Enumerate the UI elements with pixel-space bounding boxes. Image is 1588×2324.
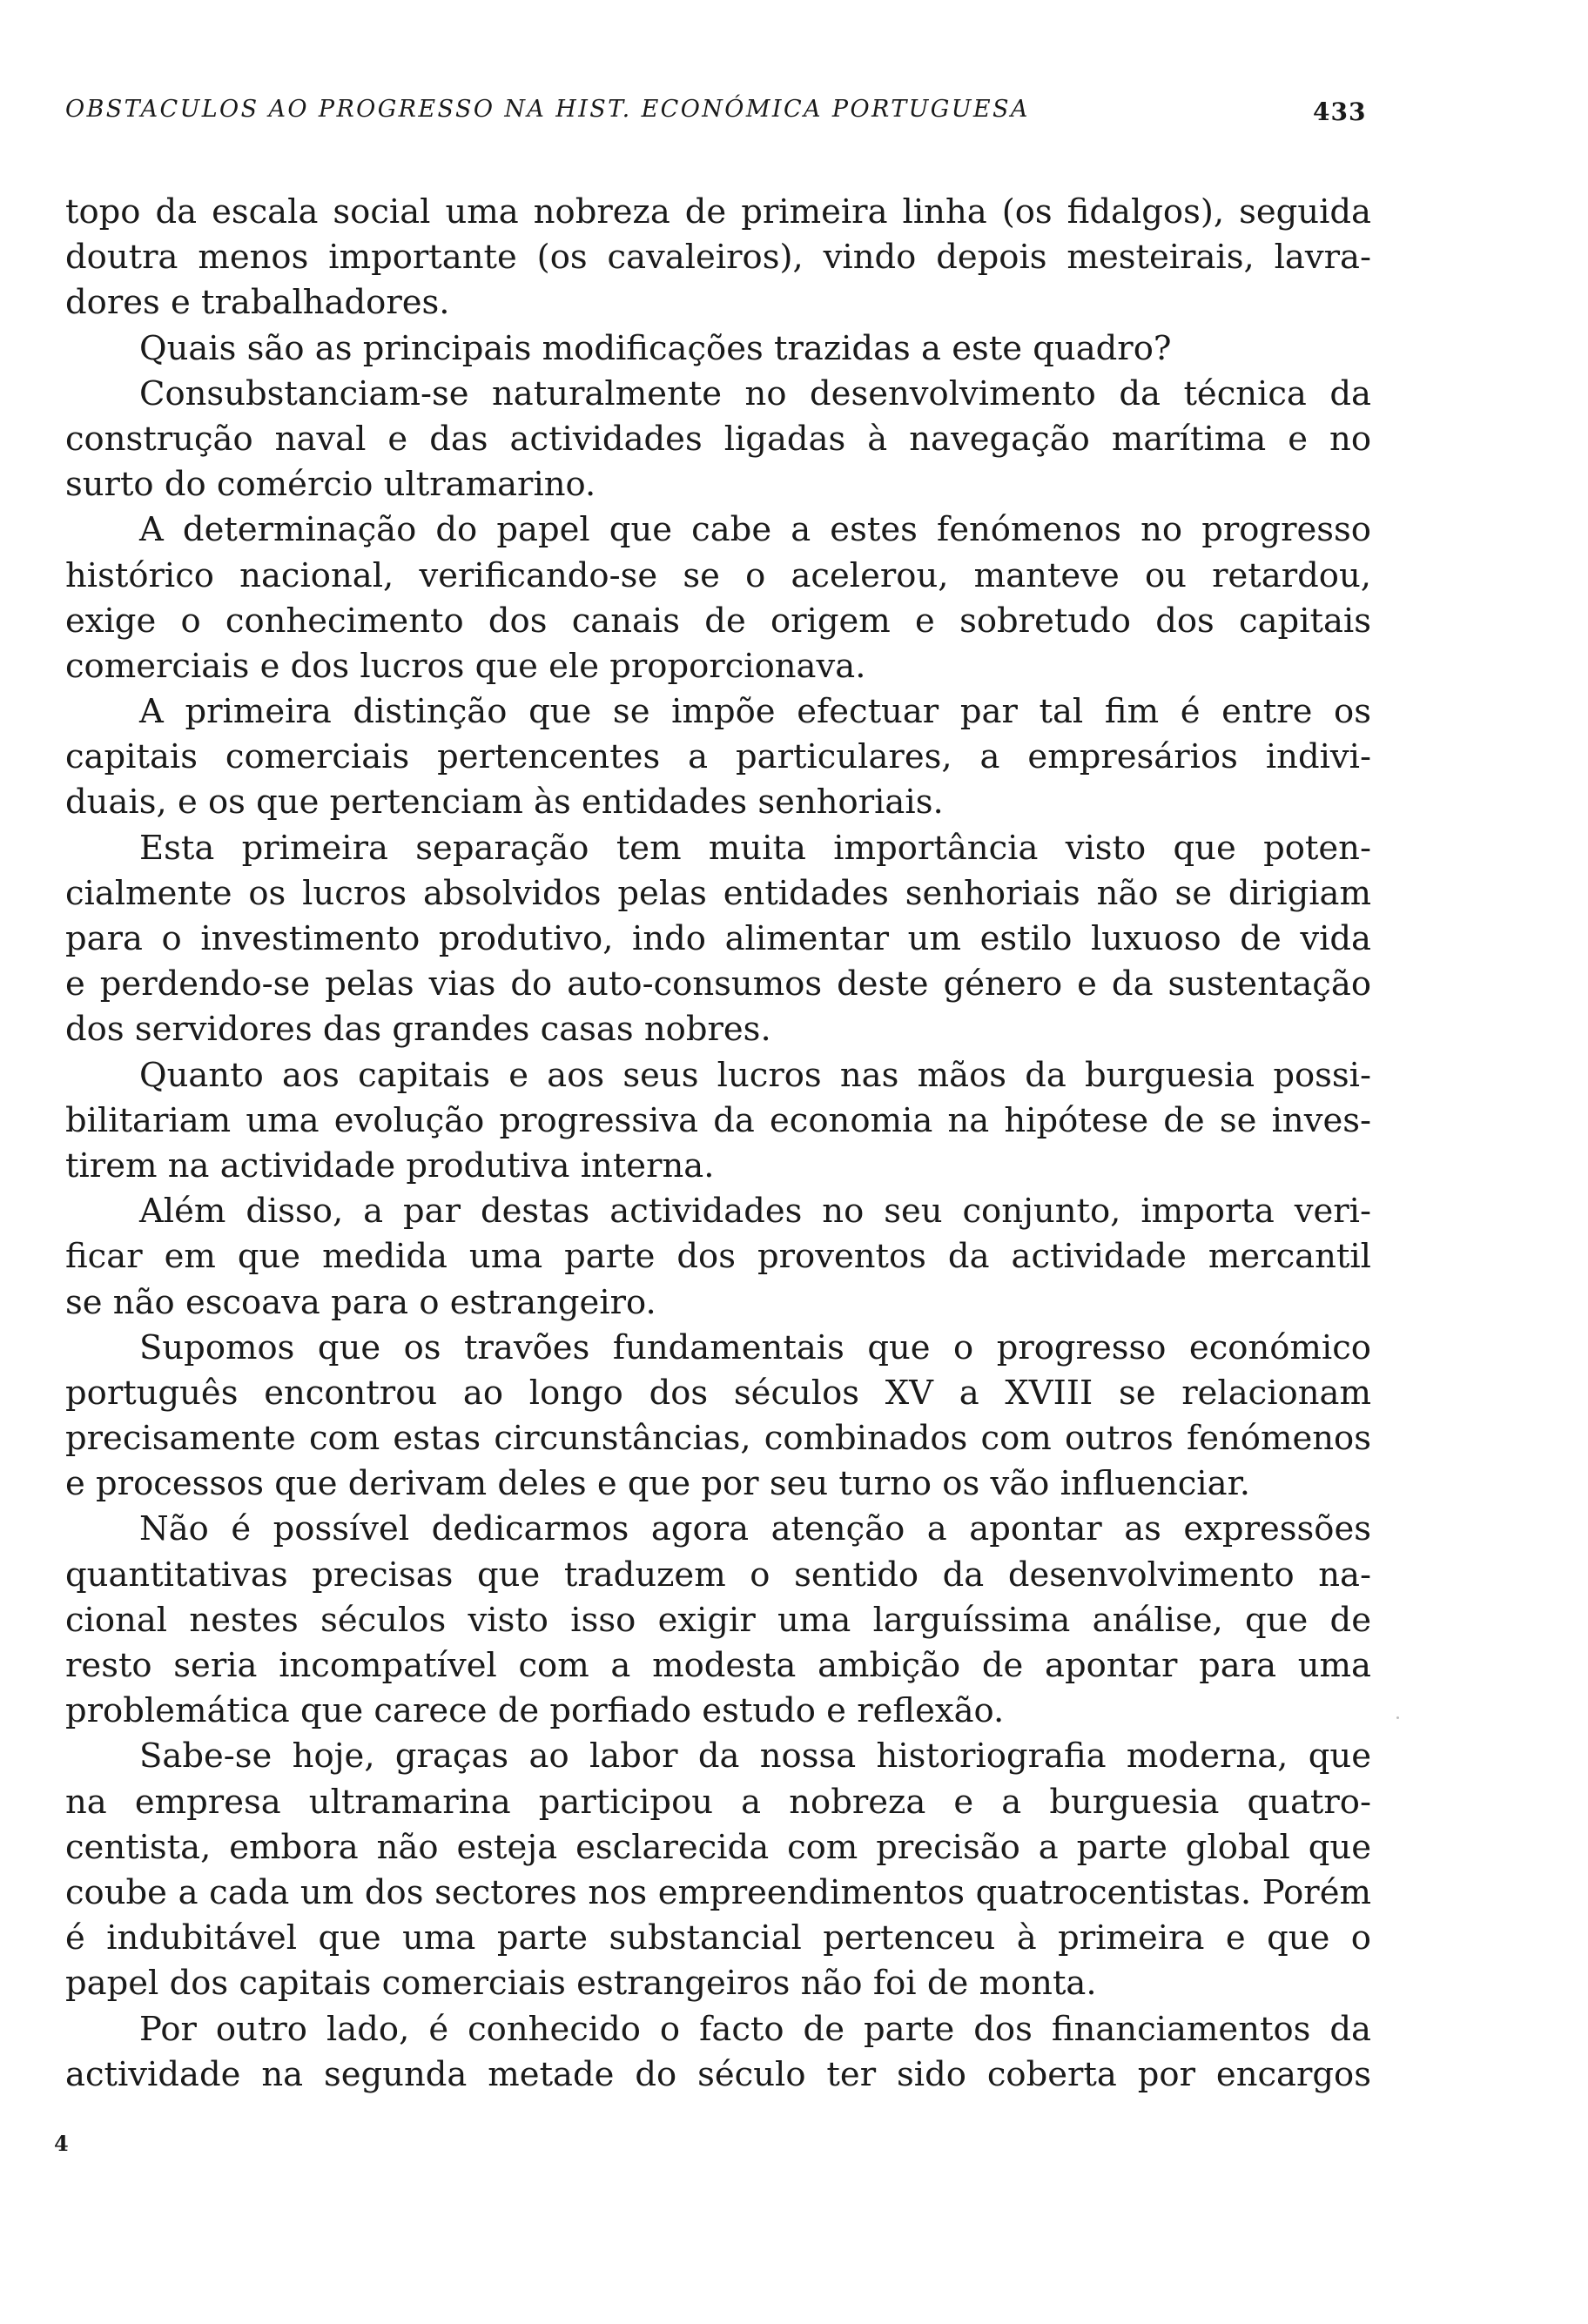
text-line: histórico nacional, verificando-se se o acelerou, manteve ou retardou, bbox=[65, 555, 1371, 595]
text-line: Quais são as principais modificações trazidas a este quadro? bbox=[139, 328, 1172, 368]
text-line: português encontrou ao longo dos séculos XV a XVIII se relacionam bbox=[65, 1373, 1371, 1413]
text-line: A primeira distinção que se impõe efectuar par tal fim é entre os bbox=[139, 692, 1371, 732]
text-line: A determinação do papel que cabe a estes fenómenos no progresso bbox=[139, 510, 1371, 550]
text-line: Além disso, a par destas actividades no seu conjunto, importa veri- bbox=[139, 1192, 1371, 1232]
text-line: quantitativas precisas que traduzem o sentido da desenvolvimento na- bbox=[65, 1555, 1371, 1595]
text-line: coube a cada um dos sectores nos empreendimentos quatrocentistas. Porém bbox=[65, 1872, 1371, 1912]
text-line: papel dos capitais comerciais estrangeiros não foi de monta. bbox=[65, 1964, 1097, 2004]
body-text bbox=[65, 190, 1371, 2098]
text-line: ficar em que medida uma parte dos proventos da actividade mercantil bbox=[65, 1237, 1371, 1277]
text-line: e perdendo-se pelas vias do auto-consumos deste género e da sustentação bbox=[65, 964, 1371, 1004]
text-line: resto seria incompatível com a modesta ambição de apontar para uma bbox=[65, 1646, 1371, 1685]
running-title: OBSTACULOS AO PROGRESSO NA HIST. ECONÓMICA PORTUGUESA bbox=[65, 96, 1030, 123]
text-line: na empresa ultramarina participou a nobreza e a burguesia quatro- bbox=[65, 1782, 1371, 1822]
text-line: tirem na actividade produtiva interna. bbox=[65, 1145, 715, 1186]
text-line: Sabe-se hoje, graças ao labor da nossa historiografia moderna, que bbox=[139, 1736, 1371, 1777]
text-line: para o investimento produtivo, indo alimentar um estilo luxuoso de vida bbox=[65, 919, 1371, 958]
text-line: exige o conhecimento dos canais de origem e sobretudo dos capitais bbox=[65, 601, 1371, 641]
text-line: construção naval e das actividades ligadas à navegação marítima e no bbox=[65, 419, 1371, 459]
text-line: dos servidores das grandes casas nobres. bbox=[65, 1010, 771, 1050]
page-number: 433 bbox=[1313, 97, 1367, 126]
text-line: doutra menos importante (os cavaleiros), vindo depois mesteirais, lavra- bbox=[65, 238, 1371, 278]
text-line: capitais comerciais pertencentes a particulares, a empresários indivi- bbox=[65, 737, 1371, 777]
text-line: Por outro lado, é conhecido o facto de parte dos financiamentos da bbox=[139, 2009, 1371, 2049]
text-line: se não escoava para o estrangeiro. bbox=[65, 1282, 656, 1322]
text-line: precisamente com estas circunstâncias, combinados com outros fenómenos bbox=[65, 1419, 1371, 1459]
text-line: topo da escala social uma nobreza de primeira linha (os fidalgos), seguida bbox=[65, 192, 1371, 232]
text-line: e processos que derivam deles e que por seu turno os vão influenciar. bbox=[65, 1464, 1250, 1504]
signature-mark: 4 bbox=[54, 2131, 69, 2156]
text-line: surto do comércio ultramarino. bbox=[65, 465, 596, 505]
text-line: comerciais e dos lucros que ele proporcionava. bbox=[65, 646, 866, 686]
text-line: actividade na segunda metade do século ter sido coberta por encargos bbox=[65, 2054, 1371, 2094]
text-line: cional nestes séculos visto isso exigir uma larguíssima análise, que de bbox=[65, 1600, 1371, 1640]
text-line: Supomos que os travões fundamentais que o progresso económico bbox=[139, 1327, 1371, 1367]
text-line: Não é possível dedicarmos agora atenção a apontar as expressões bbox=[139, 1509, 1371, 1549]
text-line: Quanto aos capitais e aos seus lucros nas mãos da burguesia possi- bbox=[139, 1055, 1371, 1095]
text-line: Consubstanciam-se naturalmente no desenvolvimento da técnica da bbox=[139, 373, 1371, 413]
text-line: cialmente os lucros absolvidos pelas entidades senhoriais não se dirigiam bbox=[65, 873, 1371, 913]
text-line: bilitariam uma evolução progressiva da economia na hipótese de se inves- bbox=[65, 1100, 1371, 1140]
text-line: Esta primeira separação tem muita importância visto que poten- bbox=[139, 828, 1371, 868]
text-line: dores e trabalhadores. bbox=[65, 283, 450, 323]
text-line: duais, e os que pertenciam às entidades senhoriais. bbox=[65, 783, 944, 823]
paper-speck bbox=[1396, 1716, 1399, 1719]
text-line: centista, embora não esteja esclarecida com precisão a parte global que bbox=[65, 1827, 1371, 1867]
text-line: é indubitável que uma parte substancial pertenceu à primeira e que o bbox=[65, 1918, 1371, 1958]
text-line: problemática que carece de porfiado estudo e reflexão. bbox=[65, 1691, 1005, 1731]
